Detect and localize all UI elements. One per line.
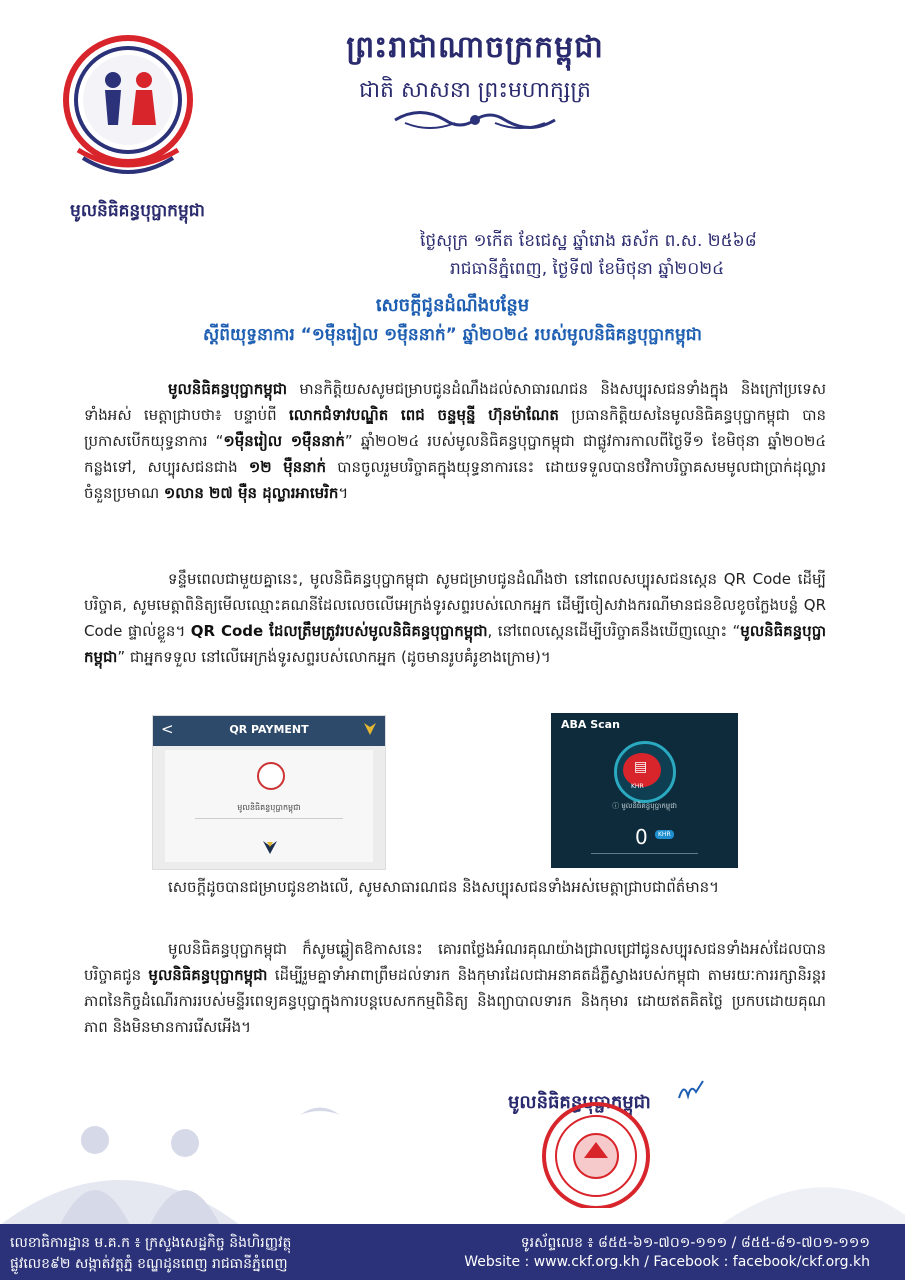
store-icon: ▤ xyxy=(634,759,648,775)
p2-account-name: មូលនិធិគន្ធបុប្ផាកម្ពុជា xyxy=(84,622,826,666)
bank-logo-icon xyxy=(363,721,377,737)
bank-emblem-icon xyxy=(261,838,279,856)
qr-payment-header xyxy=(153,716,385,746)
footer-website[interactable]: Website : www.ckf.org.kh / Facebook : facebook/ckf.org.kh xyxy=(464,1254,870,1270)
paragraph-3 xyxy=(84,874,826,900)
footer-address-2: ផ្លូវលេខ៩២ សង្កាត់វត្តភ្នំ ខណ្ឌដូនពេញ រាជធានីភ្នំពេញ xyxy=(10,1256,288,1272)
p1-text-c: ” ឆ្នាំ២០២៤ របស់មូលនិធិគន្ធបុប្ផាកម្ពុជា ជាផ្លូវការកាលពីថ្ងៃទី១ ខែមិថុនា ឆ្នាំ២០២៤ កន្លងទៅ, សប្បុរសជនជាង xyxy=(84,432,826,476)
qr-payment-card xyxy=(165,750,373,862)
signature-org-name: មូលនិធិគន្ធបុប្ផាកម្ពុជា xyxy=(508,1092,651,1113)
foundation-logo xyxy=(58,30,198,195)
p1-text-a: មានកិត្តិយសសូមជម្រាបជូនដំណឹងដល់សាធារណជន និងសប្បុរសជនទាំងក្នុង និងក្រៅប្រទេសទាំងអស់ មេត្តាជ្រាបថា៖ បន្ទាប់ពី xyxy=(84,380,826,424)
p4-text-a: មូលនិធិគន្ធបុប្ផាកម្ពុជា ក៏សូមឆ្លៀតឱកាសនេះ គោរពថ្លែងអំណរគុណយ៉ាងជ្រាលជ្រៅជូនសប្បុរសជនទាំងអស់ដែលបានបរិច្ចាគជូន xyxy=(84,940,826,984)
bottom-decoration xyxy=(0,1095,905,1225)
solar-date: រាជធានីភ្នំពេញ, ថ្ងៃទី៧ ខែមិថុនា ឆ្នាំ២០២៤ xyxy=(450,259,725,279)
amount-underline xyxy=(591,853,698,854)
official-seal xyxy=(512,1098,680,1208)
aba-account-name: ⓘ មូលនិធិគន្ធបុប្ផាកម្ពុជា xyxy=(612,802,677,810)
p1-text-d: បានចូលរួមបរិច្ចាគក្នុងយុទ្ធនាការនេះ ដោយទទួលបានថវិកាបរិច្ចាគសមមូលជាប្រាក់ដុល្លារ ចំនួនប្រមាណ xyxy=(84,458,826,502)
notice-subtitle: ស្តីពីយុទ្ធនាការ “១ម៉ឺនរៀល ១ម៉ឺននាក់” ឆ្នាំ២០២៤ របស់មូលនិធិគន្ធបុប្ផាកម្ពុជា xyxy=(203,325,702,345)
p1-donors: ១២ ម៉ឺននាក់ xyxy=(248,458,327,476)
p4-org: មូលនិធិគន្ធបុប្ផាកម្ពុជា xyxy=(148,966,268,984)
national-motto: ជាតិ សាសនា ព្រះមហាក្សត្រ xyxy=(359,78,591,103)
p1-president: លោកជំទាវបណ្ឌិត ពេជ ចន្ទមុន្នី ហ៊ុនម៉ាណែត xyxy=(288,406,559,424)
p4-text-b: ដើម្បីរួមគ្នាទាំអាពាព្រឹមដល់ទារក និងកុមារដែលជាអនាគតដ៏ភ្លឺស្វាងរបស់កម្ពុជា តាមរយៈការរក្សានិរន្តរភាពនៃកិច្ចដំណើរការរបស់មន្ទីរពេទ្យគន្ធបុប្ផាក្នុងការបន្តបេសកកម្មពិនិត្យ និងព្យាបាលទារក និងកុមារ ដោយឥតគិតថ្លៃ ប្រកបដោយគុណភាព និងមិនមានការរើសអើង។ xyxy=(84,966,826,1036)
foundation-mini-logo xyxy=(257,762,285,790)
p1-campaign: ១ម៉ឺនរៀល ១ម៉ឺននាក់ xyxy=(223,432,345,450)
amount-value: 0 xyxy=(635,825,648,849)
p3-text: សេចក្តីដូចបានជម្រាបជូនខាងលើ, សូមសាធារណជន និងសប្បុរសជនទាំងអស់មេត្តាជ្រាបជាព័ត៌មាន។ xyxy=(168,878,720,896)
footer-address-1: លេខាធិការដ្ឋាន ម.គ.ក ៖ ក្រសួងសេដ្ឋកិច្ច និងហិរញ្ញវត្ថុ xyxy=(10,1235,292,1251)
p2-qr-valid: QR Code ដែលត្រឹមត្រូវរបស់មូលនិធិគន្ធបុប្ផាកម្ពុជា xyxy=(190,622,488,640)
p1-end: ។ xyxy=(338,484,349,502)
p1-text-b: ប្រធានកិត្តិយសនៃមូលនិធិគន្ធបុប្ផាកម្ពុជា បានប្រកាសបើកយុទ្ធនាការ “ xyxy=(84,406,826,450)
p1-amount: ១លាន ២៧ ម៉ឺន ដុល្លារអាមេរិក xyxy=(163,484,339,502)
p2-text-b: , នៅពេលស្កេនដើម្បីបរិច្ចាគនឹងឃើញឈ្មោះ “ xyxy=(487,622,741,640)
paragraph-4 xyxy=(84,936,826,1040)
p2-text-a: ទន្ទឹមពេលជាមួយគ្នានេះ, មូលនិធិគន្ធបុប្ផាកម្ពុជា សូមជម្រាបជូនដំណឹងថា នៅពេលសប្បុរសជនស្កេន QR Code ដើម្បីបរិច្ចាគ, សូមមេត្តាពិនិត្យមើលឈ្មោះគណនីដែលលេចលើអេក្រង់ទូរសព្ទរបស់លោកអ្នក ដើម្បីចៀសវាងករណីមានជនខិលខូចក្លែងបន្លំ QR Code ផ្ទាល់ខ្លួន។ xyxy=(84,570,826,640)
qr-account-name: មូលនិធិគន្ធបុប្ផាកម្ពុជា xyxy=(237,803,301,812)
lunar-date: ថ្ងៃសុក្រ ១កើត ខែជេស្ឋ ឆ្នាំរោង ឆស័ក ព.ស. ២៥៦៨ xyxy=(420,231,757,251)
qr-payment-title: QR PAYMENT xyxy=(229,723,309,736)
back-icon: < xyxy=(161,720,174,738)
paragraph-2 xyxy=(84,566,826,670)
p1-org: មូលនិធិគន្ធបុប្ផាកម្ពុជា xyxy=(168,380,288,398)
aba-scan-title: ABA Scan xyxy=(561,718,620,731)
kingdom-title: ព្រះរាជាណាចក្រកម្ពុជា xyxy=(346,30,604,65)
footer-phone: ទូរស័ព្ទលេខ ៖ ៨៥៥-៦១-៧០១-១១១ / ៨៥៥-៨១-៧០១-១១១ xyxy=(520,1235,870,1251)
signature-scribble xyxy=(676,1078,706,1104)
ornament-divider xyxy=(390,105,560,135)
khr-tag: KHR xyxy=(631,783,644,790)
logo-org-name: មូលនិធិគន្ធបុប្ផាកម្ពុជា xyxy=(70,201,205,221)
paragraph-1 xyxy=(84,376,826,506)
divider-line xyxy=(195,818,343,819)
aba-scan-screenshot xyxy=(551,713,738,868)
p2-text-c: ” ជាអ្នកទទួល នៅលើអេក្រង់ទូរសព្ទរបស់លោកអ្នក (ដូចមានរូបគំរូខាងក្រោម)។ xyxy=(117,648,551,666)
currency-badge: KHR xyxy=(655,830,674,839)
notice-title: សេចក្តីជូនដំណឹងបន្ថែម xyxy=(375,295,530,316)
qr-payment-screenshot xyxy=(152,715,386,870)
